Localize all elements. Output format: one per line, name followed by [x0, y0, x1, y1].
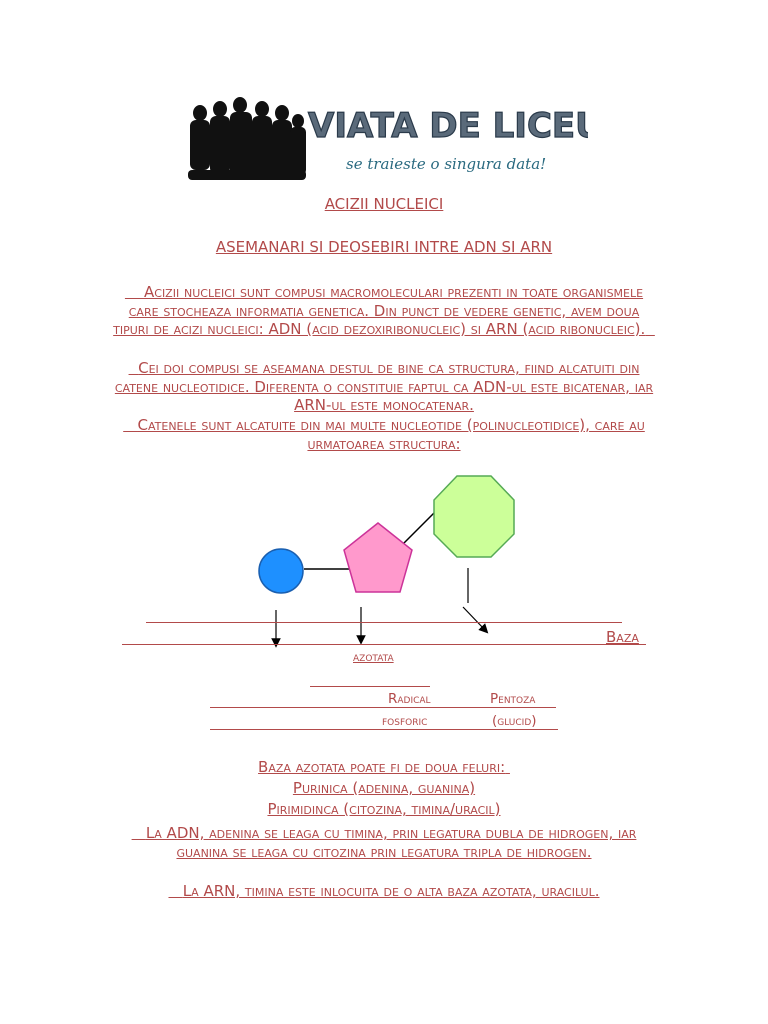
base-octagon-icon	[434, 476, 514, 557]
underline-rule	[310, 686, 430, 687]
bases-pyrimidine: Pirimidinca (citozina, timina/uracil)	[267, 800, 501, 818]
label-fosforic: fosforic	[382, 713, 428, 729]
page-title: ACIZII NUCLEICI	[324, 195, 444, 213]
arrow-base	[463, 607, 485, 630]
pairing-adn: La ADN, adenina se leaga cu timina, prin legatura dubla de hidrogen, iar guanina se leaga cu citozina prin legatura tripla de hidrogen.	[145, 824, 637, 861]
label-azotata: azotata	[353, 649, 394, 665]
underline-rule	[146, 622, 622, 623]
pentose-pentagon-icon	[344, 523, 412, 592]
pairing-arn: La ARN, timina este inlocuita de o alta baza azotata, uracilul.	[182, 882, 600, 900]
page-subtitle: ASEMANARI SI DEOSEBIRI INTRE ADN SI ARN	[215, 238, 553, 256]
bond-line	[401, 510, 437, 546]
underline-rule	[210, 707, 556, 708]
nucleotide-diagram	[0, 460, 768, 660]
logo-title: VIATA DE LICEU	[308, 106, 588, 146]
underline-rule	[122, 644, 646, 645]
intro-paragraph-1: Acizii nucleici sunt compusi macromoleculari prezenti in toate organismele care stocheaza informatia genetica. Din punct de vedere genetic, avem doua tipuri de acizi nucleici: ADN (acid dezoxiribonucleic) si ARN (acid ribonucleic).	[113, 283, 646, 338]
phosphate-circle-icon	[259, 549, 303, 593]
label-glucid: (glucid)	[492, 713, 537, 729]
bases-purine: Purinica (adenina, guanina)	[292, 779, 476, 797]
logo-subtitle: se traieste o singura data!	[346, 155, 547, 173]
label-pentoza: Pentoza	[490, 691, 536, 707]
bases-heading: Baza azotata poate fi de doua feluri:	[258, 758, 506, 776]
label-radical: Radical	[388, 691, 431, 707]
intro-paragraph-2: Cei doi compusi se aseamana destul de bine ca structura, fiind alcatuiti din catene nucleotidice. Diferenta o constituie faptul ca ADN-ul este bicatenar, iar ARN-ul este monocatenar.	[114, 359, 654, 414]
site-logo	[178, 95, 588, 190]
label-baza: Baza	[606, 628, 639, 646]
underline-rule	[210, 729, 558, 730]
intro-paragraph-3: Catenele sunt alcatuite din mai multe nucleotide (polinucleotidice), care au urmatoarea structura:	[137, 416, 645, 453]
people-silhouettes-icon	[178, 95, 588, 190]
